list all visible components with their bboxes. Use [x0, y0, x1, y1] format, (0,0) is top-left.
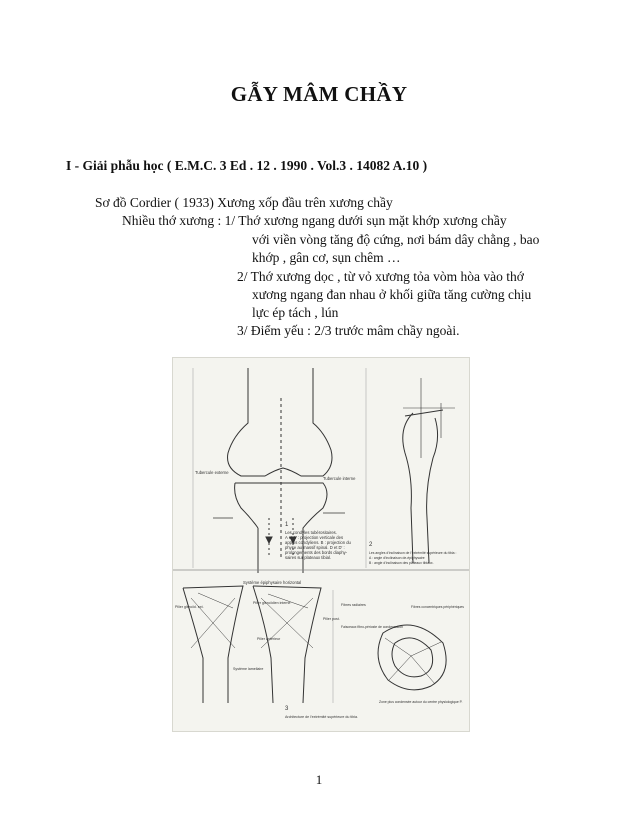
- label-zone-dense: Zone plus condensée autour du centre physiologique P.: [379, 700, 463, 704]
- text-line-4: khớp , gân cơ, sụn chêm …: [252, 250, 401, 265]
- label-fibres-radiaires: Fibres radiaires: [341, 603, 366, 607]
- text-line-1: Sơ đồ Cordier ( 1933) Xương xốp đầu trên xương chầy: [95, 195, 393, 210]
- cross-section: [378, 625, 446, 690]
- caption2-line3: B : angle d'inclinaison des plateaux tibiaux.: [369, 561, 434, 565]
- caption1-line3: appuis condyliens. B : projection du: [285, 540, 351, 545]
- label-tub-int: Tubercule interne: [323, 476, 356, 481]
- caption1-line6: saires sur plateaux tibial.: [285, 555, 332, 560]
- text-line-8: 3/ Điểm yếu : 2/3 trước mâm chầy ngoài.: [237, 323, 460, 338]
- caption1-line4: physe au massif spinal. D et D' :: [285, 545, 345, 550]
- anatomy-figure: [172, 357, 470, 732]
- figure-svg: [173, 358, 469, 731]
- caption3-text: Architecture de l'extrémité supérieure du tibia.: [285, 715, 358, 719]
- text-line-6: xương ngang đan nhau ở khối giữa tăng cường chịu: [252, 287, 532, 302]
- page-title: GẪY MÂM CHẦY: [230, 82, 408, 106]
- section-heading: I - Giải phẫu học ( E.M.C. 3 Ed . 12 . 1990 . Vol.3 . 14082 A.10 ): [66, 158, 428, 173]
- caption1-line5: prolongements des bords diaphy-: [285, 550, 348, 555]
- caption1-line2: A et A' : projection verticale des: [285, 535, 344, 540]
- text-line-3: với viền vòng tăng độ cứng, nơi bám dây chằng , bao: [252, 232, 540, 247]
- caption2-line2: A : angle d'inclinaison de-épiphysaire: [369, 556, 425, 560]
- label-pilier-post: Pilier post.: [323, 617, 340, 621]
- label-pilier-int: Pilier glénoïdien interne: [253, 601, 291, 605]
- caption2-line1: Les angles d'inclinaison de l'extrémité supérieure du tibia :: [369, 551, 457, 555]
- label-fibres-conc: Fibres concentriques périphériques: [411, 605, 464, 609]
- caption1-number: 1: [285, 522, 289, 528]
- text-line-2: Nhiều thớ xương : 1/ Thớ xương ngang dưới sụn mặt khớp xương chầy: [122, 213, 507, 228]
- caption1-line1: Les condyles tubérositaires.: [285, 530, 337, 535]
- caption3-number: 3: [285, 706, 289, 712]
- label-tub-ext: Tubercule externe: [195, 470, 229, 475]
- label-sys-lamellaire: Système lamellaire: [233, 667, 264, 671]
- page-number: 1: [315, 772, 323, 787]
- label-sys-horizontal: Système épiphysaire horizontal: [243, 580, 302, 585]
- caption2-number: 2: [369, 542, 373, 548]
- text-line-5: 2/ Thớ xương dọc , từ vỏ xương tỏa vòm hòa vào thớ: [237, 269, 524, 284]
- tibia-profile: [403, 378, 455, 563]
- text-line-7: lực ép tách , lún: [252, 305, 339, 320]
- label-pilier-ant: Pilier antérieur: [257, 637, 281, 641]
- label-pilier-ext: Pilier glénoïd. ext.: [175, 605, 204, 609]
- label-faisceaux: Faisceaux fibro-périoste de condensation: [341, 625, 404, 629]
